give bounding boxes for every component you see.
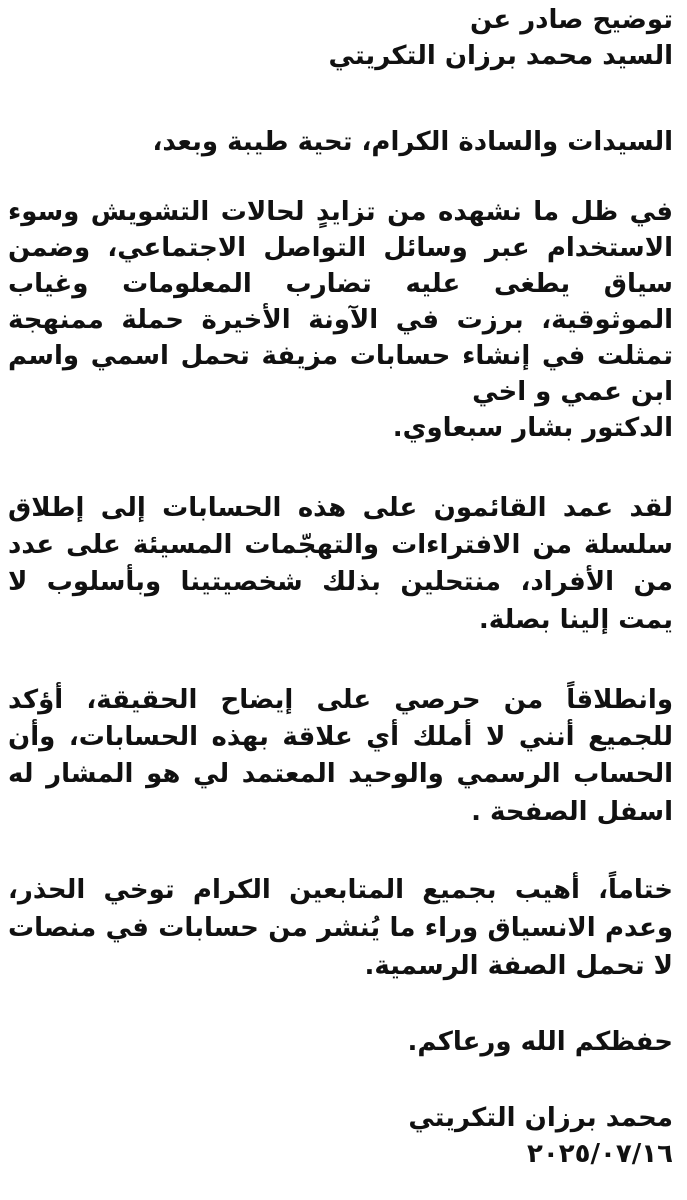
paragraph3-line: الحساب الرسمي والوحيد المعتمد لي هو المشار له [8, 759, 673, 789]
paragraph2-line: يمت إلينا بصلة. [478, 605, 673, 635]
header-line-2: السيد محمد برزان التكريتي [328, 41, 673, 71]
closing: حفظكم الله ورعاكم. [407, 1027, 673, 1057]
paragraph3-line: للجميع أنني لا أملك أي علاقة بهذه الحسابات، وأن [8, 722, 673, 752]
paragraph1-line: الموثوقية، برزت في الآونة الأخيرة حملة ممنهجة [8, 305, 673, 335]
paragraph3-line: اسفل الصفحة . [471, 797, 673, 827]
paragraph3-line: وانطلاقاً من حرصي على إيضاح الحقيقة، أؤكد [8, 685, 673, 715]
paragraph1-line: الاستخدام عبر وسائل التواصل الاجتماعي، وضمن [8, 233, 673, 263]
paragraph4-line: ختاماً، أهيب بجميع المتابعين الكرام توخي الحذر، [8, 875, 673, 905]
paragraph1-line: سياق يطغى عليه تضارب المعلومات وغياب [8, 269, 673, 299]
paragraph2-line: سلسلة من الافتراءات والتهجّمات المسيئة على عدد [8, 530, 673, 560]
paragraph1-line: ابن عمي و اخي [472, 377, 673, 407]
paragraph4-line: لا تحمل الصفة الرسمية. [364, 951, 673, 981]
paragraph1-line: في ظل ما نشهده من تزايدٍ لحالات التشويش وسوء [8, 197, 673, 227]
paragraph2-line: لقد عمد القائمون على هذه الحسابات إلى إطلاق [8, 493, 673, 523]
paragraph1-line: الدكتور بشار سبعاوي. [392, 413, 673, 443]
header-line-1: توضيح صادر عن [470, 5, 673, 35]
greeting: السيدات والسادة الكرام، تحية طيبة وبعد، [152, 127, 673, 157]
paragraph2-line: من الأفراد، منتحلين بذلك شخصيتينا وبأسلوب لا [8, 567, 673, 597]
signature-name: محمد برزان التكريتي [408, 1103, 673, 1133]
paragraph1-line: تمثلت في إنشاء حسابات مزيفة تحمل اسمي واسم [8, 341, 673, 371]
signature-date: ٢٠٢٥/٠٧/١٦ [527, 1139, 673, 1169]
paragraph4-line: وعدم الانسياق وراء ما يُنشر من حسابات في منصات [8, 913, 673, 943]
